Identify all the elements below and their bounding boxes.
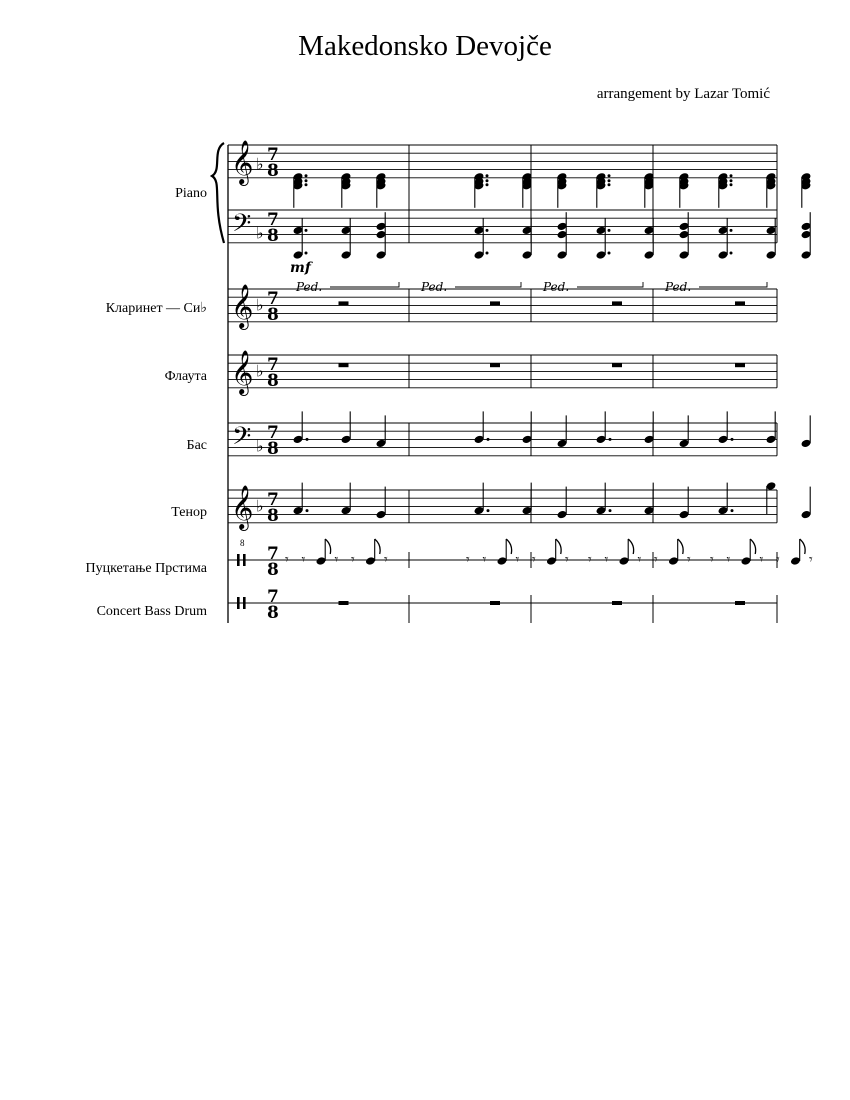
- treble-clef-icon: 𝄞: [231, 284, 254, 328]
- augmentation-dot: [486, 174, 489, 177]
- whole-rest: [339, 301, 349, 305]
- whole-rest: [339, 363, 349, 367]
- augmentation-dot: [486, 179, 489, 182]
- augmentation-dot: [730, 252, 733, 255]
- augmentation-dot: [306, 509, 309, 512]
- bass-clef-icon: 𝄢: [232, 209, 252, 244]
- treble-clef-icon: 𝄞: [231, 140, 254, 184]
- pedal-line: [455, 282, 521, 287]
- flat-icon: ♭: [256, 223, 264, 243]
- augmentation-dot: [608, 179, 611, 182]
- time-signature: 8: [267, 161, 279, 181]
- note-flag: [556, 539, 561, 554]
- pedal-line: [330, 282, 399, 287]
- time-signature: 7: [267, 544, 279, 564]
- pedal-line: [577, 282, 643, 287]
- augmentation-dot: [608, 183, 611, 186]
- time-signature: 8: [267, 560, 279, 580]
- time-signature: 8: [267, 305, 279, 325]
- augmentation-dot: [608, 174, 611, 177]
- eighth-rest: 𝄾: [687, 552, 691, 568]
- eighth-rest: 𝄾: [604, 552, 609, 568]
- eighth-rest: 𝄾: [809, 552, 813, 568]
- note-flag: [750, 539, 755, 554]
- time-signature: 8: [267, 226, 279, 246]
- eighth-rest: 𝄾: [726, 552, 731, 568]
- pedal-marking: Ped.: [296, 280, 323, 294]
- percussion-clef-icon: [237, 597, 240, 609]
- pedal-marking: Ped.: [421, 280, 448, 294]
- augmentation-dot: [609, 438, 612, 441]
- percussion-clef-icon: [243, 554, 246, 566]
- time-signature: 7: [267, 355, 279, 375]
- eighth-rest: 𝄾: [776, 552, 780, 568]
- note-flag: [678, 539, 683, 554]
- whole-rest: [612, 301, 622, 305]
- note-flag: [800, 539, 805, 554]
- augmentation-dot: [730, 183, 733, 186]
- time-signature: 7: [267, 423, 279, 443]
- staff-label-bass: Бас: [186, 438, 207, 453]
- augmentation-dot: [730, 179, 733, 182]
- pedal-marking: Ped.: [543, 280, 570, 294]
- augmentation-dot: [608, 229, 611, 232]
- staff-label-piano: Piano: [175, 186, 207, 201]
- augmentation-dot: [305, 183, 308, 186]
- flat-icon: ♭: [256, 295, 264, 315]
- note-flag: [375, 539, 380, 554]
- staff-label-snaps: Пуцкетање Прстима: [85, 561, 207, 576]
- percussion-clef-icon: [243, 597, 246, 609]
- time-signature: 7: [267, 289, 279, 309]
- eighth-rest: 𝄾: [301, 552, 306, 568]
- augmentation-dot: [305, 179, 308, 182]
- pedal-marking: Ped.: [665, 280, 692, 294]
- augmentation-dot: [609, 509, 612, 512]
- flat-icon: ♭: [256, 496, 264, 516]
- eighth-rest: 𝄾: [466, 552, 470, 568]
- treble-clef-icon: 𝄞: [231, 485, 254, 529]
- augmentation-dot: [306, 438, 309, 441]
- staff-label-clarinet: Кларинет — Си♭: [105, 301, 207, 316]
- time-signature: 8: [267, 439, 279, 459]
- eighth-rest: 𝄾: [285, 552, 289, 568]
- augmentation-dot: [608, 252, 611, 255]
- note-flag: [506, 539, 511, 554]
- staff-label-flute: Флаута: [164, 369, 207, 384]
- eighth-rest: 𝄾: [565, 552, 569, 568]
- whole-rest: [339, 601, 349, 605]
- bass-clef-icon: 𝄢: [232, 422, 252, 457]
- eighth-rest: 𝄾: [532, 552, 536, 568]
- time-signature: 7: [267, 587, 279, 607]
- whole-rest: [490, 301, 500, 305]
- time-signature: 7: [267, 490, 279, 510]
- augmentation-dot: [730, 229, 733, 232]
- augmentation-dot: [487, 509, 490, 512]
- staff-label-bassdrum: Concert Bass Drum: [96, 604, 207, 619]
- pedal-line: [699, 282, 767, 287]
- whole-rest: [735, 601, 745, 605]
- augmentation-dot: [305, 252, 308, 255]
- whole-rest: [490, 601, 500, 605]
- note-flag: [628, 539, 633, 554]
- eighth-rest: 𝄾: [482, 552, 487, 568]
- flat-icon: ♭: [256, 154, 264, 174]
- augmentation-dot: [731, 438, 734, 441]
- treble-clef-icon: 𝄞: [231, 350, 254, 394]
- whole-rest: [612, 363, 622, 367]
- eighth-rest: 𝄾: [351, 552, 355, 568]
- whole-rest: [735, 301, 745, 305]
- staff-label-tenor: Тенор: [171, 505, 207, 520]
- eighth-rest: 𝄾: [637, 552, 642, 568]
- whole-rest: [735, 363, 745, 367]
- notes: [285, 172, 813, 605]
- time-signature: 7: [267, 145, 279, 165]
- eighth-rest: 𝄾: [588, 552, 592, 568]
- time-signature: 8: [267, 603, 279, 623]
- augmentation-dot: [305, 229, 308, 232]
- augmentation-dot: [486, 229, 489, 232]
- flat-icon: ♭: [256, 361, 264, 381]
- staff-lines: [228, 145, 777, 603]
- eighth-rest: 𝄾: [334, 552, 339, 568]
- augmentation-dot: [305, 174, 308, 177]
- note-flag: [325, 539, 330, 554]
- percussion-clef-icon: [237, 554, 240, 566]
- eighth-rest: 𝄾: [654, 552, 658, 568]
- octave-marker: 8: [240, 538, 245, 548]
- eighth-rest: 𝄾: [759, 552, 764, 568]
- barlines: [212, 143, 777, 623]
- dynamic-marking: mf: [290, 260, 311, 276]
- time-signatures: [267, 145, 279, 623]
- eighth-rest: 𝄾: [710, 552, 714, 568]
- augmentation-dot: [487, 438, 490, 441]
- augmentation-dot: [731, 509, 734, 512]
- augmentation-dot: [486, 183, 489, 186]
- score-title: Makedonsko Devojče: [298, 30, 552, 62]
- augmentation-dot: [730, 174, 733, 177]
- time-signature: 7: [267, 210, 279, 230]
- flat-icon: ♭: [256, 436, 264, 456]
- augmentation-dot: [486, 252, 489, 255]
- eighth-rest: 𝄾: [384, 552, 388, 568]
- time-signature: 8: [267, 371, 279, 391]
- piano-brace: [212, 143, 224, 243]
- eighth-rest: 𝄾: [515, 552, 520, 568]
- whole-rest: [612, 601, 622, 605]
- time-signature: 8: [267, 506, 279, 526]
- composer-credit: arrangement by Lazar Tomić: [596, 86, 770, 102]
- whole-rest: [490, 363, 500, 367]
